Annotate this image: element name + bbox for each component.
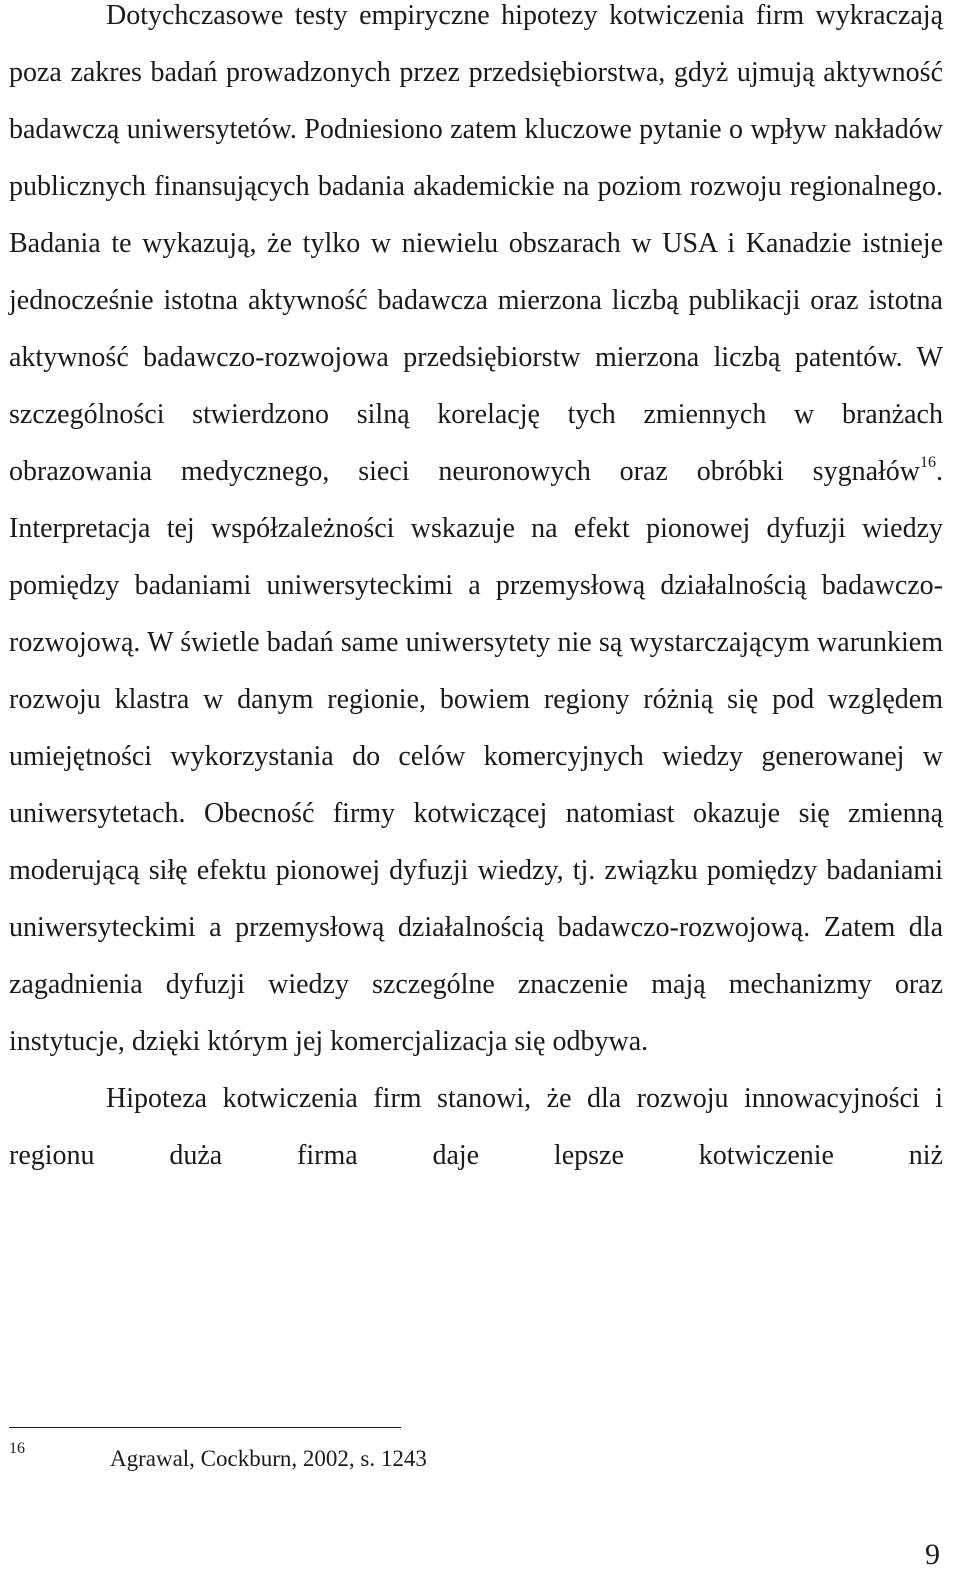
page-number: 9 xyxy=(925,1538,940,1571)
page-body xyxy=(9,0,943,1184)
paragraph-2-text: Hipoteza kotwiczenia firm stanowi, że dla rozwoju innowacyjności i regionu duża firma daje lepsze kotwiczenie niż xyxy=(9,1083,943,1171)
footnote xyxy=(9,1440,709,1480)
paragraph-1-text-after-note: . Interpretacja tej współzależności wskazuje na efekt pionowej dyfuzji wiedzy pomiędzy badaniami uniwersyteckimi a przemysłową działalnością badawczo-rozwojową. W świetle badań same uniwersytety nie są wystarczającym warunkiem rozwoju klastra w danym regionie, bowiem regiony różnią się pod względem umiejętności wykorzystania do celów komercyjnych wiedzy generowanej w uniwersytetach. Obecność firmy kotwiczącej natomiast okazuje się zmienną moderującą siłę efektu pionowej dyfuzji wiedzy, tj. związku pomiędzy badaniami uniwersyteckimi a przemysłową działalnością badawczo-rozwojową. Zatem dla zagadnienia dyfuzji wiedzy szczególne znaczenie mają mechanizmy oraz instytucje, dzięki którym jej komercjalizacja się odbywa. xyxy=(9,456,943,1057)
footnote-text: Agrawal, Cockburn, 2002, s. 1243 xyxy=(110,1446,427,1471)
footnote-reference[interactable]: 16 xyxy=(920,454,936,471)
footnote-number: 16 xyxy=(9,1440,25,1457)
paragraph-1 xyxy=(9,0,943,1070)
paragraph-1-text-before-note: Dotychczasowe testy empiryczne hipotezy kotwiczenia firm wykraczają poza zakres badań prowadzonych przez przedsiębiorstwa, gdyż ujmują aktywność badawczą uniwersytetów. Podniesiono zatem kluczowe pytanie o wpływ nakładów publicznych finansujących badania akademickie na poziom rozwoju regionalnego. Badania te wykazują, że tylko w niewielu obszarach w USA i Kanadzie istnieje jednocześnie istotna aktywność badawcza mierzona liczbą publikacji oraz istotna aktywność badawczo-rozwojowa przedsiębiorstw mierzona liczbą patentów. W szczególności stwierdzono silną korelację tych zmiennych w branżach obrazowania medycznego, sieci neuronowych oraz obróbki sygnałów xyxy=(9,0,943,487)
footnote-separator xyxy=(9,1427,401,1428)
paragraph-2 xyxy=(9,1070,943,1184)
